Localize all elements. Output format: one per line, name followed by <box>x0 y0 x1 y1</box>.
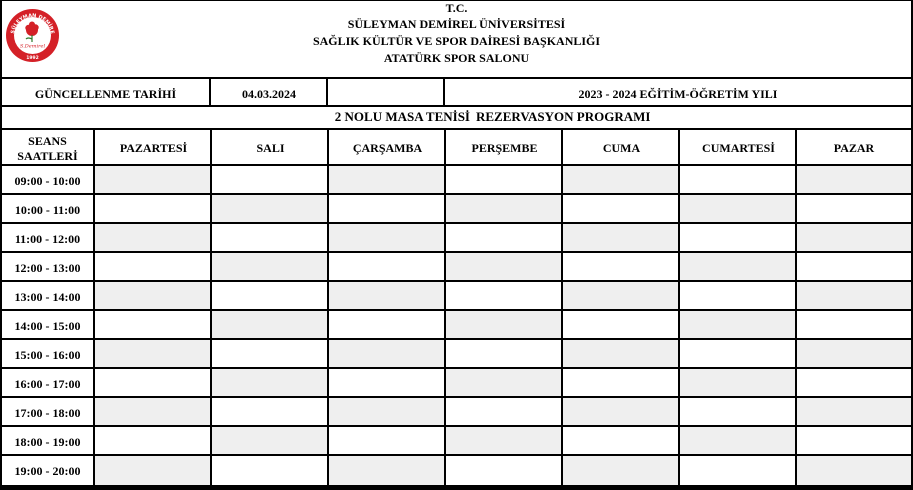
reservation-cell[interactable] <box>446 427 563 456</box>
reservation-cell[interactable] <box>95 456 212 485</box>
reservation-cell[interactable] <box>446 195 563 224</box>
day-header-1: PAZARTESİ <box>119 141 188 155</box>
reservation-cell[interactable] <box>563 195 680 224</box>
grid-line <box>0 0 913 1</box>
reservation-cell[interactable] <box>212 369 329 398</box>
reservation-cell[interactable] <box>329 340 446 369</box>
grid-line <box>0 454 913 456</box>
reservation-cell[interactable] <box>446 456 563 485</box>
reservation-cell[interactable] <box>797 253 911 282</box>
grid-line <box>561 130 563 485</box>
reservation-cell[interactable] <box>680 195 797 224</box>
reservation-cell[interactable] <box>329 456 446 485</box>
reservation-cell[interactable] <box>563 340 680 369</box>
reservation-cell[interactable] <box>95 195 212 224</box>
reservation-cell[interactable] <box>563 398 680 427</box>
day-header-7: PAZAR <box>833 141 875 155</box>
day-header-4: PERŞEMBE <box>471 141 538 155</box>
reservation-cell[interactable] <box>446 311 563 340</box>
reservation-cell[interactable] <box>680 311 797 340</box>
slot-time: 11:00 - 12:00 <box>14 231 81 246</box>
grid-line <box>0 367 913 369</box>
reservation-cell[interactable] <box>797 398 911 427</box>
reservation-cell[interactable] <box>680 427 797 456</box>
update-label: GÜNCELLENME TARİHİ <box>34 87 177 101</box>
slot-time: 13:00 - 14:00 <box>14 289 81 304</box>
day-header-3: ÇARŞAMBA <box>352 141 423 155</box>
day-header-5: CUMA <box>602 141 641 155</box>
header-line-1: T.C. <box>445 1 468 15</box>
academic-year: 2023 - 2024 EĞİTİM-ÖĞRETİM YILI <box>578 87 778 101</box>
reservation-cell[interactable] <box>797 224 911 253</box>
grid-line <box>443 79 445 105</box>
reservation-cell[interactable] <box>329 398 446 427</box>
reservation-cell[interactable] <box>446 282 563 311</box>
grid-line <box>444 130 446 485</box>
reservation-cell[interactable] <box>329 369 446 398</box>
header-line-3: SAĞLIK KÜLTÜR VE SPOR DAİRESİ BAŞKANLIĞI <box>312 34 601 48</box>
reservation-cell[interactable] <box>329 282 446 311</box>
grid-line <box>0 164 913 166</box>
reservation-cell[interactable] <box>95 427 212 456</box>
reservation-cell[interactable] <box>446 253 563 282</box>
grid-line <box>327 130 329 485</box>
program-title-right: REZERVASYON PROGRAMI <box>476 109 651 124</box>
reservation-cell[interactable] <box>797 282 911 311</box>
reservation-cell[interactable] <box>563 369 680 398</box>
reservation-cell[interactable] <box>797 456 911 485</box>
grid-line <box>0 105 913 107</box>
logo-signature: S.Demirel <box>19 43 46 50</box>
grid-line <box>795 130 797 485</box>
reservation-cell[interactable] <box>563 427 680 456</box>
grid-line <box>0 0 2 490</box>
reservation-cell[interactable] <box>563 166 680 195</box>
reservation-cell[interactable] <box>212 224 329 253</box>
grid-line <box>0 128 913 130</box>
slot-time: 12:00 - 13:00 <box>14 260 81 275</box>
grid-line <box>0 485 913 490</box>
slot-time: 17:00 - 18:00 <box>14 405 81 420</box>
reservation-cell[interactable] <box>563 456 680 485</box>
reservation-cell[interactable] <box>212 340 329 369</box>
session-header-line1: SEANS <box>28 134 67 148</box>
reservation-cell[interactable] <box>212 195 329 224</box>
reservation-cell[interactable] <box>212 456 329 485</box>
reservation-cell[interactable] <box>680 340 797 369</box>
grid-line <box>93 130 95 485</box>
grid-line <box>0 77 913 79</box>
reservation-cell[interactable] <box>563 282 680 311</box>
session-header-line2: SAATLERİ <box>17 149 78 163</box>
grid-line <box>678 130 680 485</box>
reservation-cell[interactable] <box>95 369 212 398</box>
grid-line <box>0 280 913 282</box>
reservation-cell[interactable] <box>797 311 911 340</box>
program-title-left: 2 NOLU MASA TENİSİ <box>334 109 470 124</box>
slot-time: 19:00 - 20:00 <box>14 463 81 478</box>
grid-line <box>0 193 913 195</box>
grid-line <box>0 222 913 224</box>
logo-ring-text: SÜLEYMAN DEMİRE <box>10 12 55 35</box>
reservation-cell[interactable] <box>95 311 212 340</box>
slot-time: 14:00 - 15:00 <box>14 318 81 333</box>
reservation-cell[interactable] <box>446 224 563 253</box>
grid-line <box>210 130 212 485</box>
reservation-cell[interactable] <box>329 166 446 195</box>
grid-line <box>0 425 913 427</box>
reservation-cell[interactable] <box>797 195 911 224</box>
reservation-cell[interactable] <box>797 340 911 369</box>
reservation-cell[interactable] <box>212 253 329 282</box>
header-line-4: ATATÜRK SPOR SALONU <box>383 51 530 65</box>
reservation-cell[interactable] <box>95 166 212 195</box>
slot-time: 16:00 - 17:00 <box>14 376 81 391</box>
reservation-cell[interactable] <box>797 427 911 456</box>
grid-line <box>0 396 913 398</box>
reservation-cell[interactable] <box>563 311 680 340</box>
reservation-cell[interactable] <box>95 253 212 282</box>
slot-time: 15:00 - 16:00 <box>14 347 81 362</box>
reservation-cell[interactable] <box>563 253 680 282</box>
reservation-cell[interactable] <box>329 224 446 253</box>
reservation-cell[interactable] <box>95 340 212 369</box>
grid-line <box>209 79 211 105</box>
reservation-cell[interactable] <box>95 282 212 311</box>
reservation-cell[interactable] <box>212 166 329 195</box>
day-header-2: SALI <box>256 141 285 155</box>
reservation-cell[interactable] <box>212 398 329 427</box>
reservation-cell[interactable] <box>680 456 797 485</box>
reservation-cell[interactable] <box>212 427 329 456</box>
reservation-cell[interactable] <box>680 253 797 282</box>
slot-time: 10:00 - 11:00 <box>14 202 81 217</box>
reservation-cell[interactable] <box>329 253 446 282</box>
reservation-cell[interactable] <box>563 224 680 253</box>
reservation-cell[interactable] <box>446 398 563 427</box>
reservation-cell[interactable] <box>446 369 563 398</box>
reservation-cell[interactable] <box>95 224 212 253</box>
reservation-cell[interactable] <box>95 398 212 427</box>
reservation-cell[interactable] <box>680 166 797 195</box>
grid-line <box>326 79 328 105</box>
reservation-cell[interactable] <box>680 369 797 398</box>
reservation-cell[interactable] <box>446 340 563 369</box>
reservation-cell[interactable] <box>797 369 911 398</box>
reservation-cell[interactable] <box>680 224 797 253</box>
header-line-2: SÜLEYMAN DEMİREL ÜNİVERSİTESİ <box>347 17 566 31</box>
slot-time: 09:00 - 10:00 <box>14 173 81 188</box>
reservation-cell[interactable] <box>212 282 329 311</box>
grid-line <box>0 338 913 340</box>
info-empty-cell <box>328 81 444 105</box>
grid-line <box>0 251 913 253</box>
day-header-6: CUMARTESİ <box>702 141 775 155</box>
slot-time: 18:00 - 19:00 <box>14 434 81 449</box>
reservation-cell[interactable] <box>329 195 446 224</box>
reservation-cell[interactable] <box>680 398 797 427</box>
grid-line <box>0 309 913 311</box>
logo-year: 1992 <box>26 56 39 61</box>
reservation-cell[interactable] <box>680 282 797 311</box>
reservation-cell[interactable] <box>212 311 329 340</box>
reservation-cell[interactable] <box>329 427 446 456</box>
reservation-cell[interactable] <box>797 166 911 195</box>
reservation-cell[interactable] <box>329 311 446 340</box>
reservation-cell[interactable] <box>446 166 563 195</box>
update-date: 04.03.2024 <box>242 87 296 101</box>
